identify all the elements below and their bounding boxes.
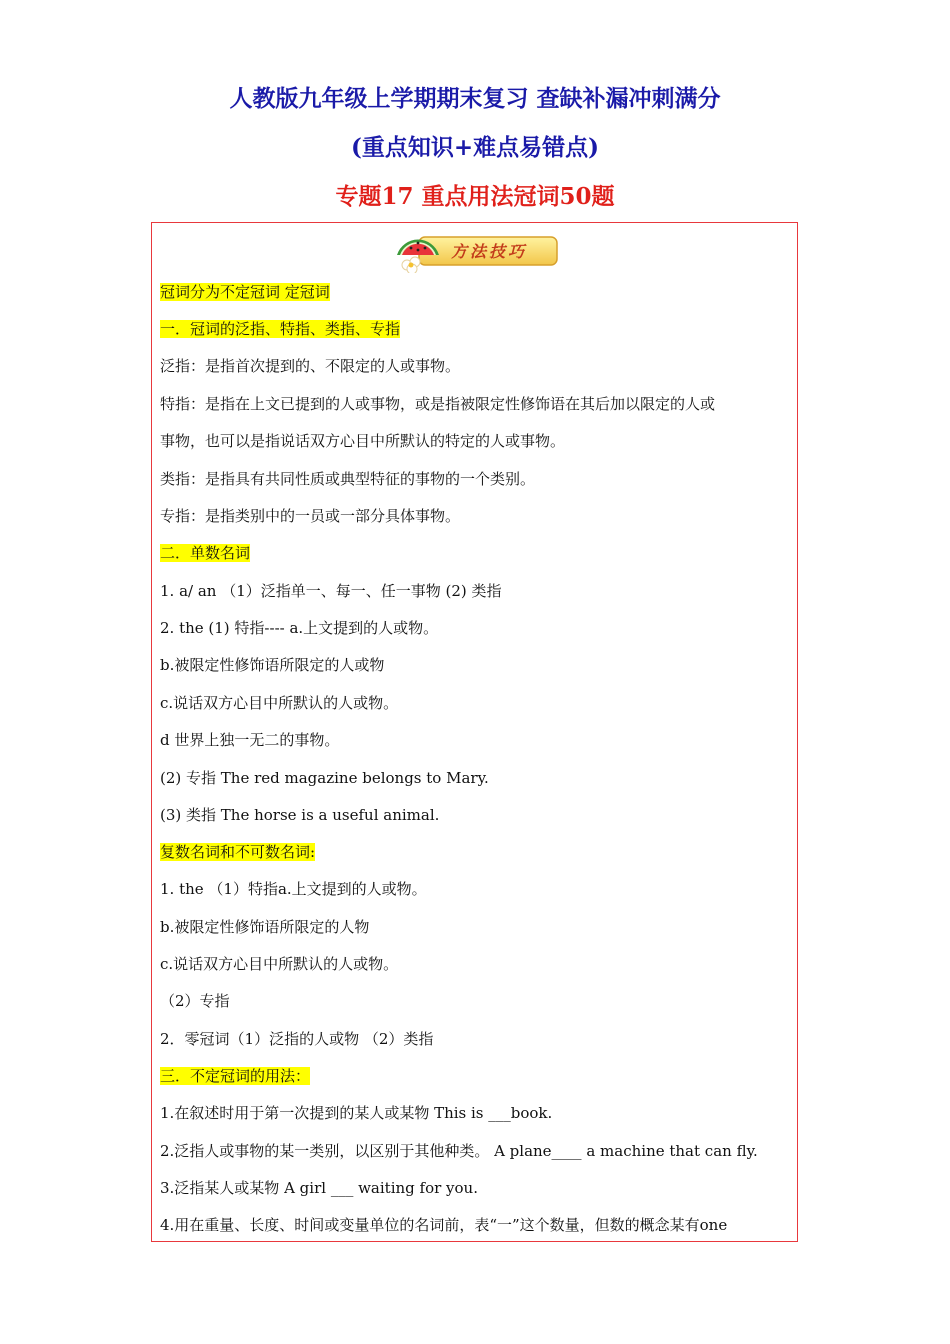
text-line: 2．零冠词（1）泛指的人或物 （2）类指 <box>160 1030 434 1048</box>
text-line: d 世界上独一无二的事物。 <box>160 731 340 749</box>
text-line: 4.用在重量、长度、时间或变量单位的名词前，表“一”这个数量，但数的概念某有one <box>160 1216 728 1234</box>
section-heading <box>160 319 400 339</box>
highlighted-text: 冠词分为不定冠词 定冠词 <box>160 283 330 301</box>
method-tips-badge <box>393 229 561 273</box>
text-line: 1. a/ an （1）泛指单一、每一、任一事物 (2) 类指 <box>160 582 502 600</box>
text-line: c.说话双方心目中所默认的人或物。 <box>160 955 399 973</box>
text-line: b.被限定性修饰语所限定的人物 <box>160 918 370 936</box>
text-line: 特指：是指在上文已提到的人或事物，或是指被限定性修饰语在其后加以限定的人或 <box>160 395 716 413</box>
text-line: c.说话双方心目中所默认的人或物。 <box>160 694 399 712</box>
text-line: 2. the (1) 特指---- a.上文提到的人或物。 <box>160 619 439 637</box>
text-line: 1.在叙述时用于第一次提到的某人或某物 This is ___book. <box>160 1104 553 1122</box>
text-line <box>160 282 330 302</box>
highlighted-text: 二．单数名词 <box>160 544 251 562</box>
text-line: （2）专指 <box>160 992 230 1010</box>
highlighted-text: 三．不定冠词的用法： <box>160 1067 311 1085</box>
section-heading <box>160 1066 310 1086</box>
page-title-line-2: (重点知识+难点易错点) <box>350 134 600 161</box>
badge-label: 方法技巧 <box>451 242 528 261</box>
text-line: 3.泛指某人或某物 A girl ___ waiting for you. <box>160 1179 478 1197</box>
section-heading <box>160 543 250 563</box>
highlighted-text: 复数名词和不可数名词: <box>160 843 316 861</box>
text-line: 专指：是指类别中的一员或一部分具体事物。 <box>160 507 461 525</box>
text-line: 1. the （1）特指a.上文提到的人或物。 <box>160 880 427 898</box>
text-line: (2) 专指 The red magazine belongs to Mary. <box>160 769 489 787</box>
text-line: b.被限定性修饰语所限定的人或物 <box>160 656 385 674</box>
topic-title: 专题17 重点用法冠词50题 <box>335 183 615 210</box>
page-title-line-1: 人教版九年级上学期期末复习 查缺补漏冲刺满分 <box>229 85 721 112</box>
text-line: (3) 类指 The horse is a useful animal. <box>160 806 440 824</box>
content-box <box>151 222 798 1242</box>
text-line: 2.泛指人或事物的某一类别，以区别于其他种类。 A plane____ a machine that can fly. <box>160 1142 758 1160</box>
text-line: 类指：是指具有共同性质或典型特征的事物的一个类别。 <box>160 470 536 488</box>
text-line: 事物，也可以是指说话双方心目中所默认的特定的人或事物。 <box>160 432 566 450</box>
highlighted-text: 一．冠词的泛指、特指、类指、专指 <box>160 320 401 338</box>
section-heading <box>160 842 315 862</box>
text-line: 泛指：是指首次提到的、不限定的人或事物。 <box>160 357 461 375</box>
